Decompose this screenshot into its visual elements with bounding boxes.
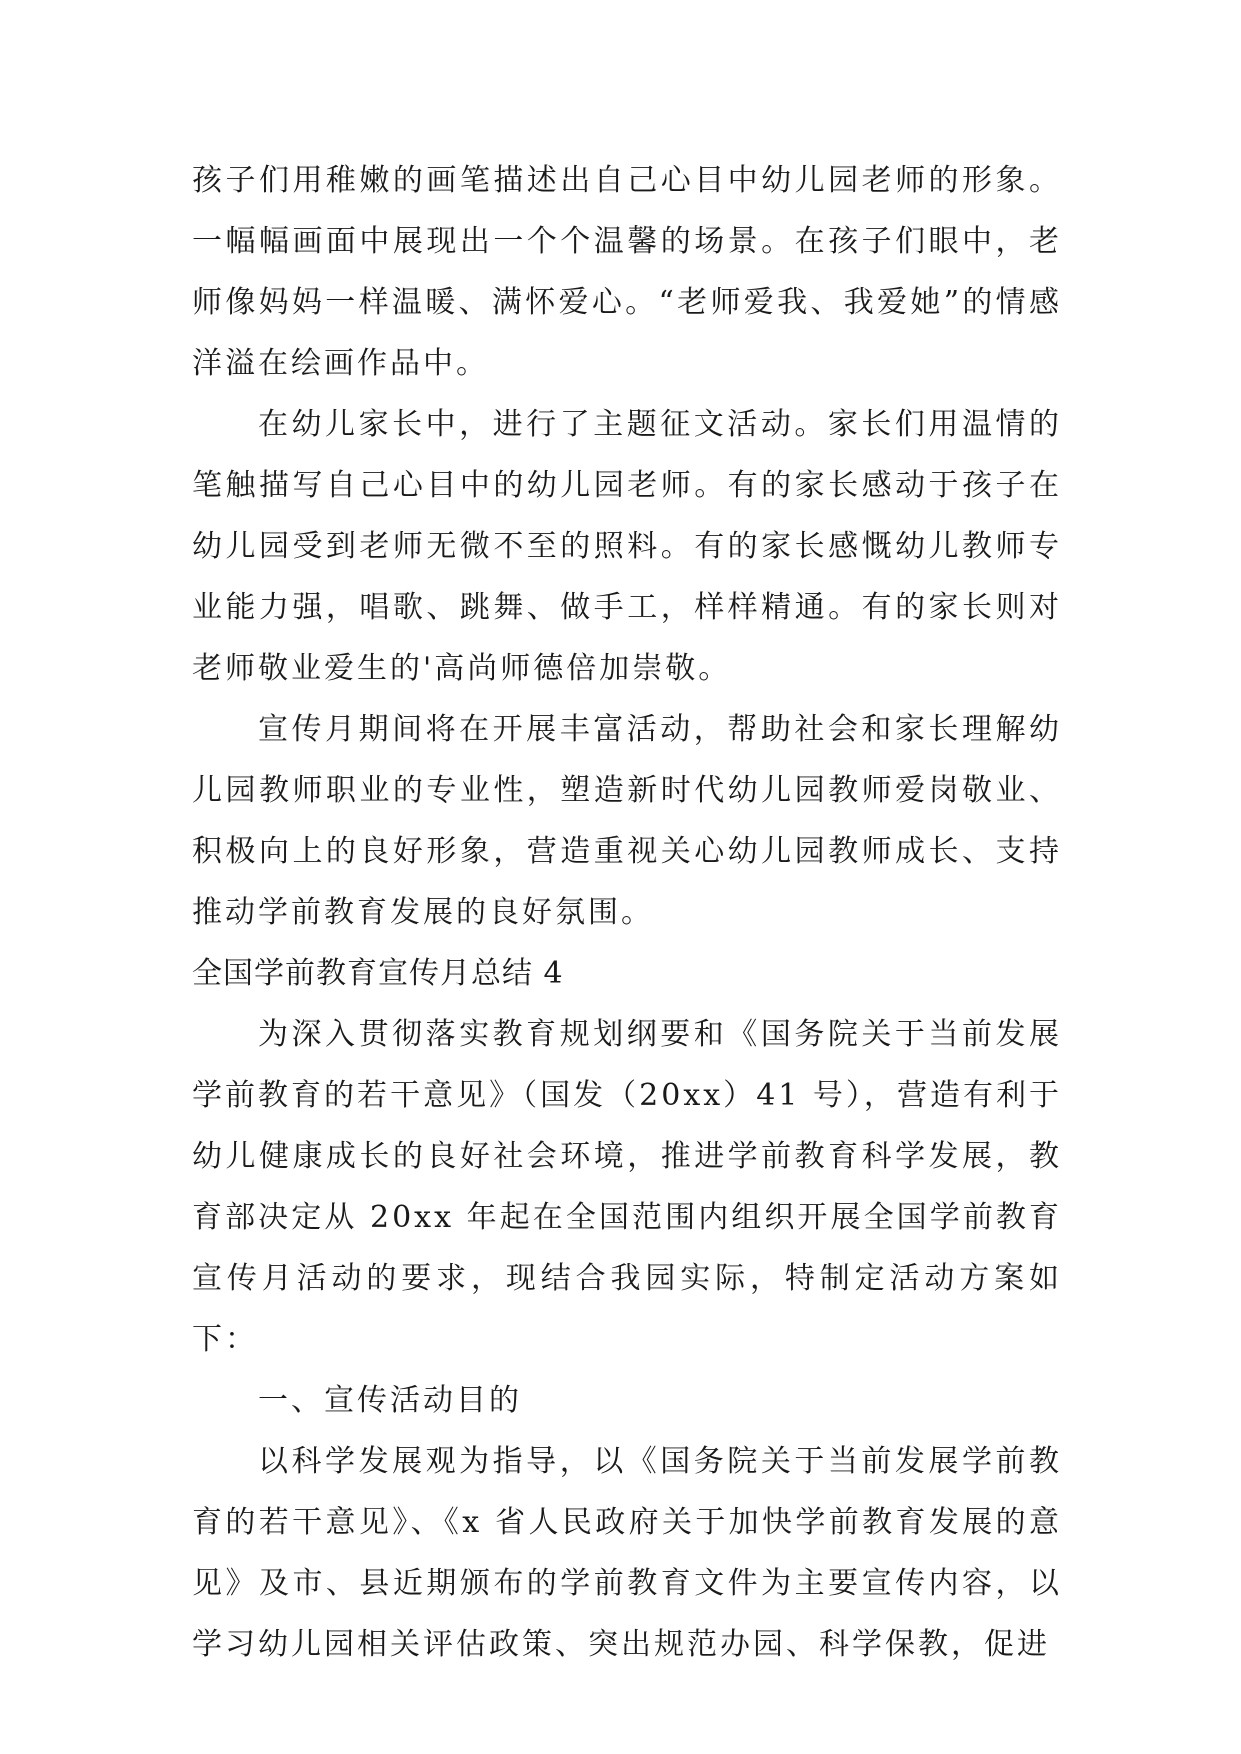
document-body <box>192 150 1062 1675</box>
paragraph-2: 在幼儿家长中，进行了主题征文活动。家长们用温情的笔触描写自己心目中的幼儿园老师。有的家长感动于孩子在幼儿园受到老师无微不至的照料。有的家长感慨幼儿教师专业能力强，唱歌、跳舞、做手工，样样精通。有的家长则对老师敬业爱生的'高尚师德倍加崇敬。 <box>192 407 1062 686</box>
paragraph-4: 为深入贯彻落实教育规划纲要和《国务院关于当前发展学前教育的若干意见》（国发（20xx）41 号），营造有利于幼儿健康成长的良好社会环境，推进学前教育科学发展，教育部决定从 20xx 年起在全国范围内组织开展全国学前教育宣传月活动的要求，现结合我园实际，特制定活动方案如下： <box>192 1017 1062 1357</box>
paragraph-5: 以科学发展观为指导，以《国务院关于当前发展学前教育的若干意见》、《x 省人民政府关于加快学前教育发展的意见》及市、县近期颁布的学前教育文件为主要宣传内容，以学习幼儿园相关评估政策、突出规范办园、科学保教，促进 <box>192 1444 1062 1662</box>
section-heading: 全国学前教育宣传月总结 4 <box>192 956 564 991</box>
paragraph-1: 孩子们用稚嫩的画笔描述出自己心目中幼儿园老师的形象。一幅幅画面中展现出一个个温馨的场景。在孩子们眼中，老师像妈妈一样温暖、满怀爱心。“老师爱我、我爱她”的情感洋溢在绘画作品中。 <box>192 163 1062 381</box>
paragraph-3: 宣传月期间将在开展丰富活动，帮助社会和家长理解幼儿园教师职业的专业性，塑造新时代幼儿园教师爱岗敬业、积极向上的良好形象，营造重视关心幼儿园教师成长、支持推动学前教育发展的良好氛围。 <box>192 712 1062 930</box>
subheading-objectives: 一、宣传活动目的 <box>258 1383 522 1418</box>
